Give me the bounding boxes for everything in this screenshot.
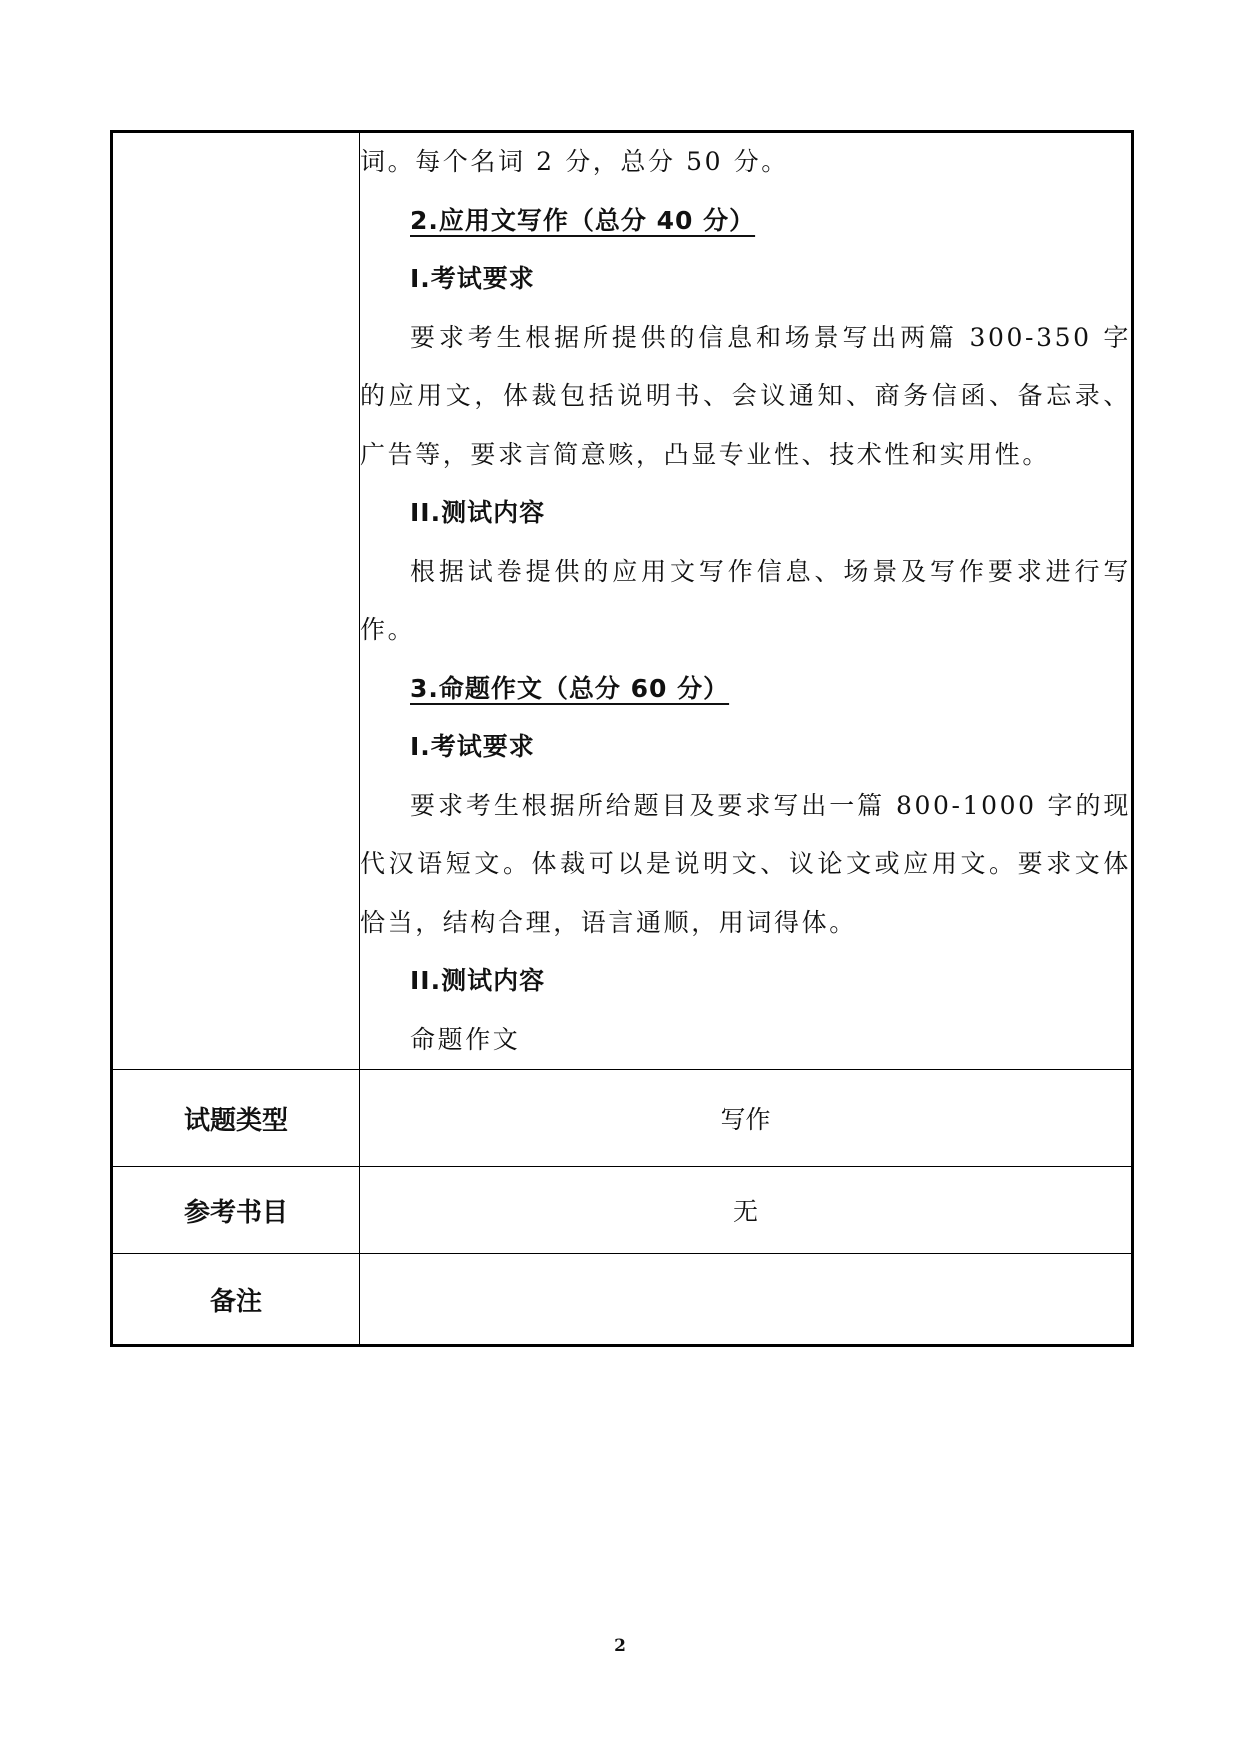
question-type-value: 写作 [360,1070,1133,1167]
section2-title: 2.应用文写作（总分 40 分） [410,205,756,235]
intro-line: 词。每个名词 2 分，总分 50 分。 [360,147,789,176]
content-row [112,132,1133,1070]
remarks-row [112,1254,1133,1346]
section2-req-heading: I.考试要求 [410,264,535,293]
section3-req-text: 要求考生根据所给题目及要求写出一篇 800-1000 字的现代汉语短文。体裁可以是说明文、议论文或应用文。要求文体恰当，结构合理，语言通顺，用词得体。 [360,790,1131,937]
page-number: 2 [614,1636,626,1656]
section3-content-heading: II.测试内容 [410,966,546,995]
section3-req-heading: I.考试要求 [410,732,535,761]
reference-books-value: 无 [360,1167,1133,1254]
section3-title: 3.命题作文（总分 60 分） [410,673,730,703]
question-type-label: 试题类型 [112,1070,360,1167]
content-label-cell [112,132,360,1070]
remarks-label: 备注 [112,1254,360,1346]
content-cell [360,132,1133,1070]
section2-content-text: 根据试卷提供的应用文写作信息、场景及写作要求进行写作。 [360,556,1131,644]
reference-books-row [112,1167,1133,1254]
section2-content-heading: II.测试内容 [410,498,546,527]
question-type-row [112,1070,1133,1167]
exam-info-table [110,130,1134,1347]
section3-content-text: 命题作文 [410,1024,521,1054]
reference-books-label: 参考书目 [112,1167,360,1254]
section2-req-text: 要求考生根据所提供的信息和场景写出两篇 300-350 字的应用文，体裁包括说明书、会议通知、商务信函、备忘录、广告等，要求言简意赅，凸显专业性、技术性和实用性。 [360,322,1131,469]
remarks-value [360,1254,1133,1346]
